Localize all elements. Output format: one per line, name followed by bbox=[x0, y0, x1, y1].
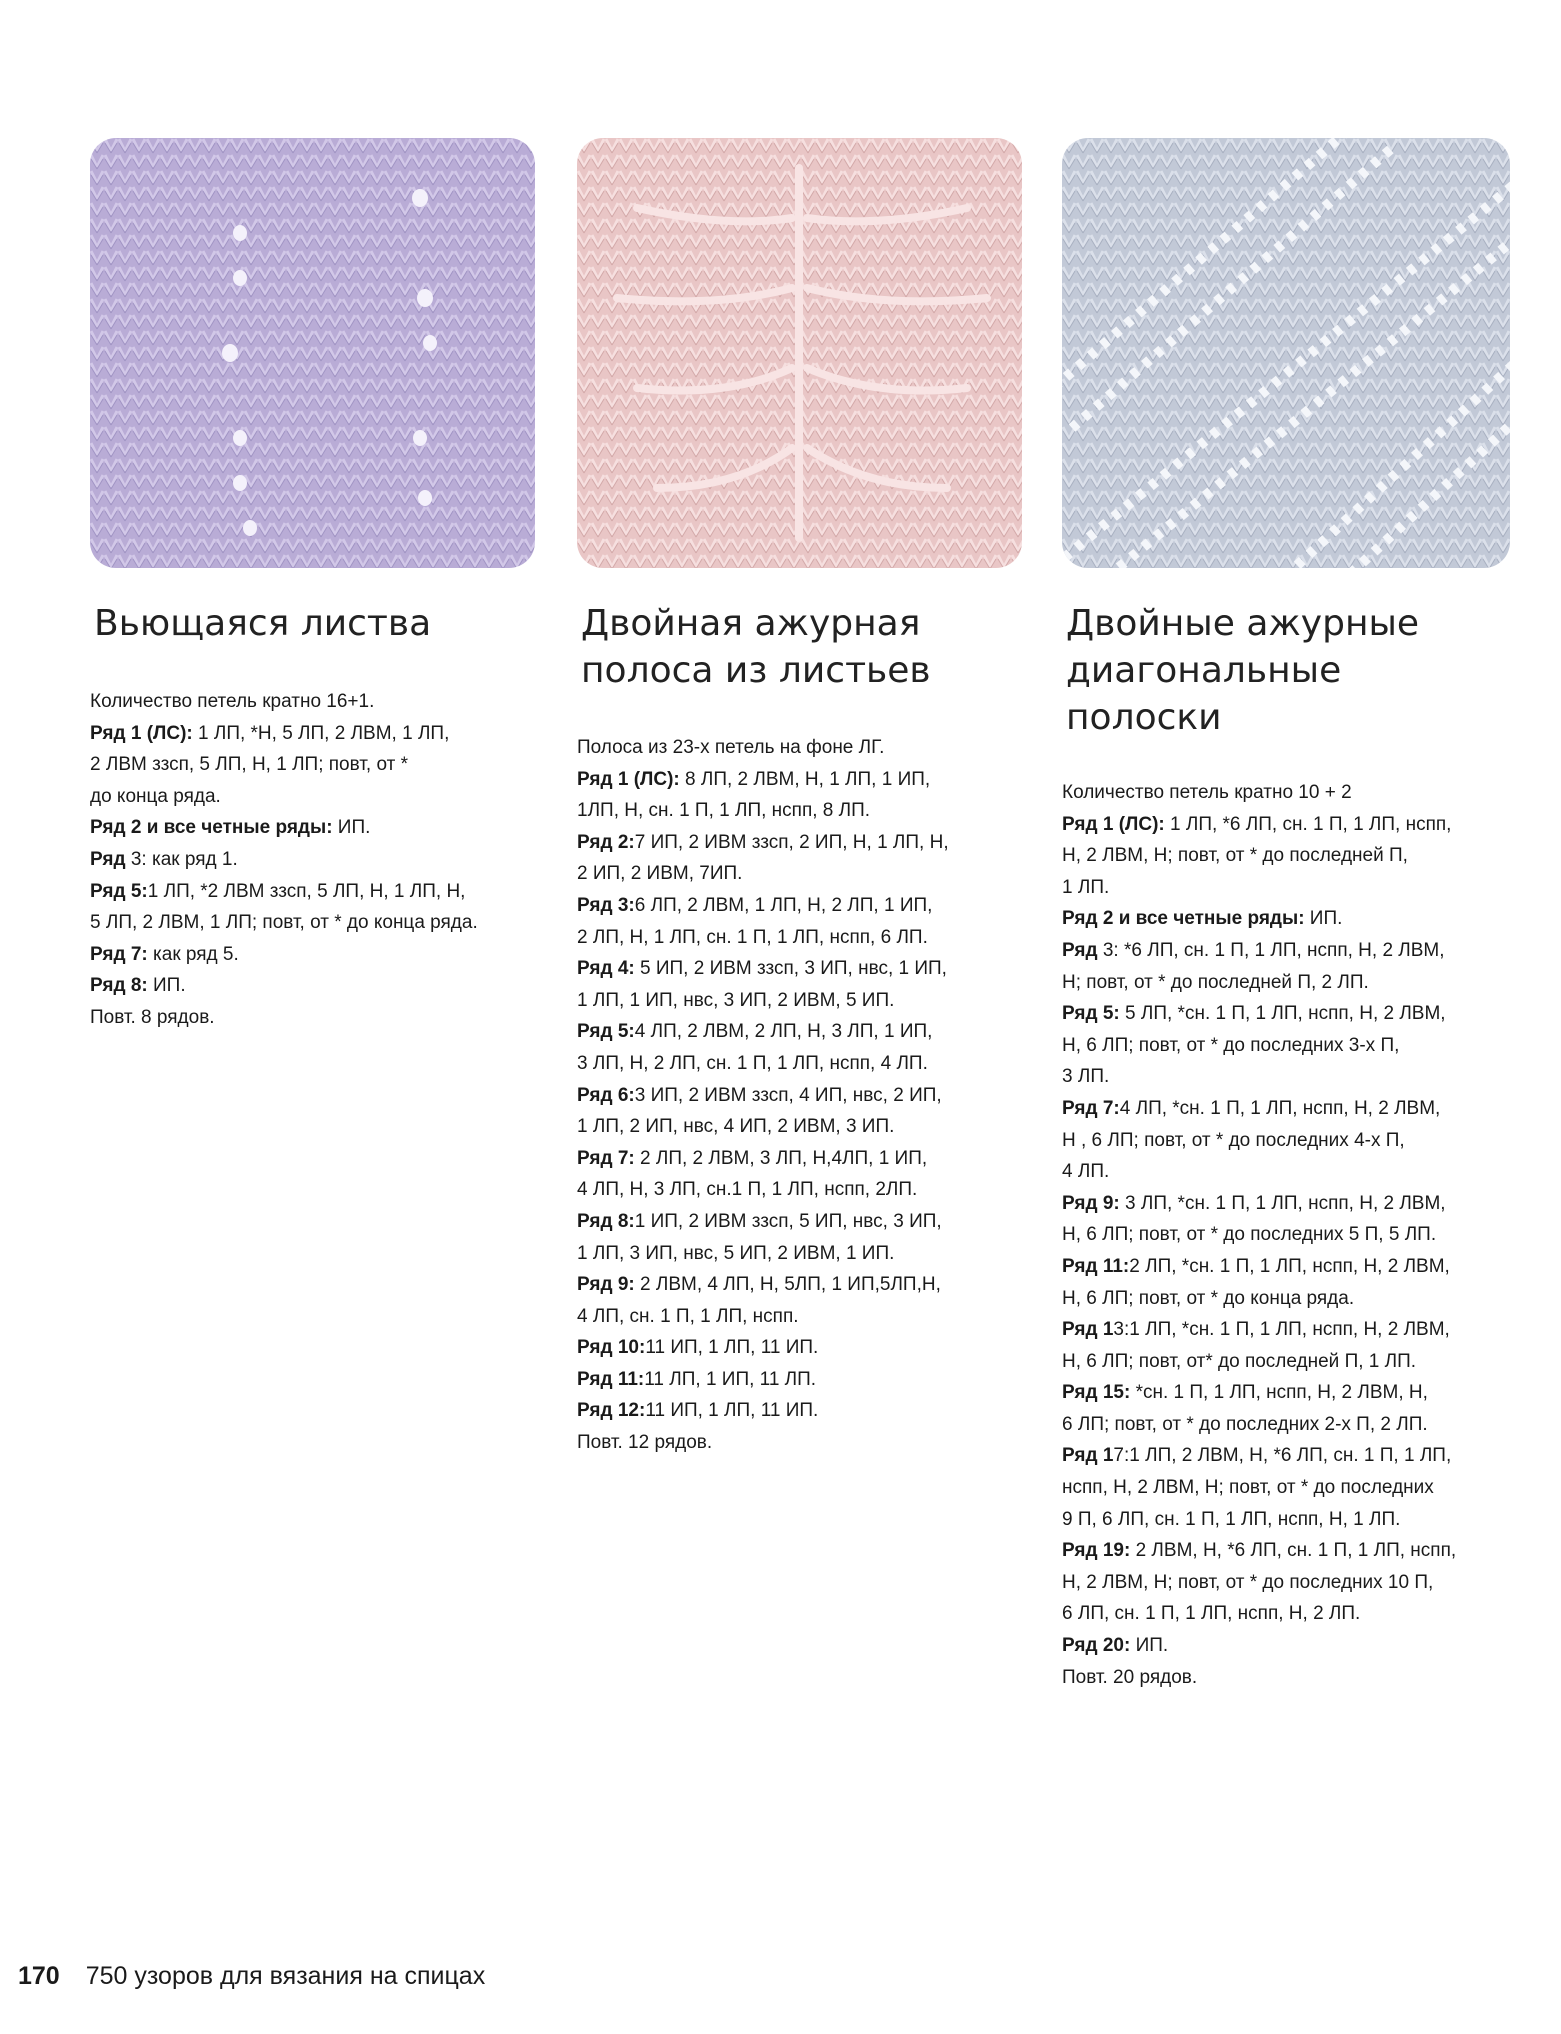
instruction-line bbox=[1062, 1314, 1456, 1346]
instruction-line bbox=[577, 1016, 949, 1048]
instruction-line bbox=[1062, 1598, 1456, 1630]
row-text: 5 ЛП, 2 ЛВМ, 1 ЛП; повт, от * до конца ряда. bbox=[90, 912, 478, 934]
row-text: 4 ЛП, сн. 1 П, 1 ЛП, нспп. bbox=[577, 1305, 799, 1327]
row-label: Ряд 2: bbox=[577, 831, 635, 853]
row-label: Ряд 11: bbox=[577, 1368, 645, 1390]
pattern-title: Двойные ажурные диагональные полоски bbox=[1066, 603, 1420, 738]
row-text: 1 ЛП, 3 ИП, нвс, 5 ИП, 2 ИВМ, 1 ИП. bbox=[577, 1242, 895, 1264]
row-text: 1ЛП, Н, сн. 1 П, 1 ЛП, нспп, 8 ЛП. bbox=[577, 800, 871, 822]
row-text: 1 ЛП, 1 ИП, нвс, 3 ИП, 2 ИВМ, 5 ИП. bbox=[577, 989, 895, 1011]
row-text: ИП. bbox=[332, 817, 371, 839]
row-text: 3: как ряд 1. bbox=[125, 848, 238, 870]
instruction-line bbox=[577, 985, 949, 1017]
row-text: 2 ЛВМ, Н, *6 ЛП, сн. 1 П, 1 ЛП, нспп, bbox=[1130, 1540, 1457, 1562]
row-text: 5 ИП, 2 ИВМ ззсп, 3 ИП, нвс, 1 ИП, bbox=[634, 958, 947, 980]
pattern-title: Вьющаяся листва bbox=[94, 603, 432, 644]
instruction-line bbox=[577, 1427, 949, 1459]
row-label: Ряд 11: bbox=[1062, 1255, 1130, 1277]
row-text: 3: *6 ЛП, сн. 1 П, 1 ЛП, нспп, Н, 2 ЛВМ, bbox=[1097, 939, 1445, 961]
row-text: Повт. 8 рядов. bbox=[90, 1006, 215, 1028]
row-text: 5 ЛП, *сн. 1 П, 1 ЛП, нспп, Н, 2 ЛВМ, bbox=[1119, 1003, 1446, 1025]
instruction-line bbox=[1062, 872, 1456, 904]
instruction-line bbox=[90, 844, 478, 876]
instruction-line bbox=[577, 1238, 949, 1270]
instruction-line bbox=[1062, 1535, 1456, 1567]
row-label: Ряд 5: bbox=[90, 880, 148, 902]
row-text: 1 ИП, 2 ИВМ ззсп, 5 ИП, нвс, 3 ИП, bbox=[634, 1210, 942, 1232]
row-text: Н, 2 ЛВМ, Н; повт, от * до последней П, bbox=[1062, 845, 1408, 867]
row-text: Повт. 20 рядов. bbox=[1062, 1666, 1198, 1688]
row-text: 3 ИП, 2 ИВМ ззсп, 4 ИП, нвс, 2 ИП, bbox=[634, 1084, 942, 1106]
row-label: Ряд 8: bbox=[577, 1210, 635, 1232]
row-text: 3 ЛП, Н, 2 ЛП, сн. 1 П, 1 ЛП, нспп, 4 ЛП. bbox=[577, 1052, 928, 1074]
instruction-line bbox=[1062, 1030, 1456, 1062]
page-number: 170 bbox=[18, 1962, 60, 1990]
instruction-line bbox=[577, 764, 949, 796]
instruction-line bbox=[1062, 840, 1456, 872]
instruction-line bbox=[90, 970, 478, 1002]
row-label: Ряд bbox=[90, 848, 126, 870]
instruction-line bbox=[1062, 1125, 1456, 1157]
row-label: Ряд 2 и все четные ряды: bbox=[1062, 908, 1305, 930]
knit-swatch-photo-blue bbox=[1062, 138, 1510, 568]
row-label: Ряд 3: bbox=[577, 894, 635, 916]
instruction-line bbox=[577, 1048, 949, 1080]
instruction-line bbox=[577, 732, 949, 764]
row-text: 9 П, 6 ЛП, сн. 1 П, 1 ЛП, нспп, Н, 1 ЛП. bbox=[1062, 1508, 1401, 1530]
instruction-line bbox=[1062, 1283, 1456, 1315]
row-text: ИП. bbox=[1304, 908, 1343, 930]
row-label: Ряд 2 и все четные ряды: bbox=[90, 817, 333, 839]
pattern-title: Двойная ажурная полоса из листьев bbox=[581, 603, 931, 691]
row-label: Ряд 9: bbox=[1062, 1192, 1120, 1214]
row-text: 3 ЛП. bbox=[1062, 1066, 1110, 1088]
instruction-line bbox=[1062, 809, 1456, 841]
instruction-line bbox=[577, 827, 949, 859]
instruction-line bbox=[577, 1111, 949, 1143]
instruction-line bbox=[90, 749, 478, 781]
pattern-instructions bbox=[577, 732, 949, 1459]
row-text: 2 ЛП, 2 ЛВМ, 3 ЛП, Н,4ЛП, 1 ИП, bbox=[634, 1147, 928, 1169]
row-text: Н; повт, от * до последней П, 2 ЛП. bbox=[1062, 971, 1369, 993]
instruction-line bbox=[577, 795, 949, 827]
instruction-line bbox=[1062, 998, 1456, 1030]
instruction-line bbox=[90, 781, 478, 813]
row-label: Ряд 1 (ЛС): bbox=[90, 722, 193, 744]
row-text: 1 ЛП, 2 ИП, нвс, 4 ИП, 2 ИВМ, 3 ИП. bbox=[577, 1116, 895, 1138]
instruction-line bbox=[1062, 1409, 1456, 1441]
instruction-line bbox=[1062, 967, 1456, 999]
row-label: Ряд 20: bbox=[1062, 1635, 1131, 1657]
instruction-line bbox=[577, 1301, 949, 1333]
row-text: Н , 6 ЛП; повт, от * до последних 4-х П, bbox=[1062, 1129, 1405, 1151]
row-text: Н, 2 ЛВМ, Н; повт, от * до последних 10 П, bbox=[1062, 1571, 1434, 1593]
row-label: Ряд 19: bbox=[1062, 1540, 1131, 1562]
row-text: 2 ЛП, *сн. 1 П, 1 ЛП, нспп, Н, 2 ЛВМ, bbox=[1129, 1255, 1450, 1277]
row-text: ИП. bbox=[1130, 1635, 1169, 1657]
row-text: нспп, Н, 2 ЛВМ, Н; повт, от * до последних bbox=[1062, 1477, 1434, 1499]
instruction-line bbox=[1062, 777, 1456, 809]
row-label: Ряд 6: bbox=[577, 1084, 635, 1106]
instruction-line bbox=[90, 1002, 478, 1034]
row-label: Ряд 8: bbox=[90, 975, 148, 997]
page-footer bbox=[18, 1962, 485, 1991]
instruction-line bbox=[577, 1395, 949, 1427]
instruction-line bbox=[577, 1364, 949, 1396]
instruction-line bbox=[1062, 1377, 1456, 1409]
row-text: Количество петель кратно 10 + 2 bbox=[1062, 782, 1352, 803]
row-label: Ряд 10: bbox=[577, 1337, 646, 1359]
row-text: 7:1 ЛП, 2 ЛВМ, Н, *6 ЛП, сн. 1 П, 1 ЛП, bbox=[1113, 1445, 1452, 1467]
row-label: Ряд 1 bbox=[1062, 1319, 1114, 1341]
row-text: 4 ЛП, Н, 3 ЛП, сн.1 П, 1 ЛП, нспп, 2ЛП. bbox=[577, 1179, 918, 1201]
row-text: 1 ЛП, *6 ЛП, сн. 1 П, 1 ЛП, нспп, bbox=[1164, 813, 1452, 835]
instruction-line bbox=[90, 718, 478, 750]
row-text: 3 ЛП, *сн. 1 П, 1 ЛП, нспп, Н, 2 ЛВМ, bbox=[1119, 1192, 1446, 1214]
row-text: 2 ЛВМ ззсп, 5 ЛП, Н, 1 ЛП; повт, от * bbox=[90, 754, 408, 776]
row-text: 7 ИП, 2 ИВМ ззсп, 2 ИП, Н, 1 ЛП, Н, bbox=[634, 831, 949, 853]
pattern-instructions bbox=[1062, 777, 1456, 1693]
instruction-line bbox=[90, 812, 478, 844]
row-label: Ряд 7: bbox=[577, 1147, 635, 1169]
row-text: 3:1 ЛП, *сн. 1 П, 1 ЛП, нспп, Н, 2 ЛВМ, bbox=[1113, 1319, 1450, 1341]
row-text: Н, 6 ЛП; повт, от * до конца ряда. bbox=[1062, 1287, 1355, 1309]
knit-swatch-photo-pink bbox=[577, 138, 1022, 568]
instruction-line bbox=[577, 890, 949, 922]
instruction-line bbox=[577, 1080, 949, 1112]
row-text: 11 ЛП, 1 ИП, 11 ЛП. bbox=[644, 1368, 817, 1390]
instruction-line bbox=[1062, 1156, 1456, 1188]
row-text: Н, 6 ЛП; повт, от* до последней П, 1 ЛП. bbox=[1062, 1350, 1417, 1372]
row-text: Н, 6 ЛП; повт, от * до последних 5 П, 5 ЛП. bbox=[1062, 1224, 1437, 1246]
row-text: 11 ИП, 1 ЛП, 11 ИП. bbox=[645, 1337, 819, 1359]
instruction-line bbox=[1062, 1504, 1456, 1536]
row-text: 6 ЛП, сн. 1 П, 1 ЛП, нспп, Н, 2 ЛП. bbox=[1062, 1603, 1361, 1625]
row-label: Ряд 7: bbox=[1062, 1097, 1120, 1119]
row-text: Повт. 12 рядов. bbox=[577, 1432, 713, 1454]
instruction-line bbox=[1062, 1630, 1456, 1662]
instruction-line bbox=[577, 1269, 949, 1301]
instruction-line bbox=[577, 1206, 949, 1238]
instruction-line bbox=[1062, 1472, 1456, 1504]
instruction-line bbox=[577, 1332, 949, 1364]
row-text: Н, 6 ЛП; повт, от * до последних 3-х П, bbox=[1062, 1034, 1400, 1056]
row-label: Ряд 12: bbox=[577, 1400, 646, 1422]
instruction-line bbox=[577, 953, 949, 985]
row-text: 2 ИП, 2 ИВМ, 7ИП. bbox=[577, 863, 743, 885]
row-text: как ряд 5. bbox=[147, 943, 239, 965]
row-text: до конца ряда. bbox=[90, 785, 221, 807]
instruction-line bbox=[1062, 903, 1456, 935]
row-text: 2 ЛВМ, 4 ЛП, Н, 5ЛП, 1 ИП,5ЛП,Н, bbox=[634, 1274, 941, 1296]
row-text: 6 ЛП; повт, от * до последних 2-х П, 2 ЛП. bbox=[1062, 1413, 1428, 1435]
row-label: Ряд bbox=[1062, 939, 1098, 961]
instruction-line bbox=[1062, 1093, 1456, 1125]
row-text: 6 ЛП, 2 ЛВМ, 1 ЛП, Н, 2 ЛП, 1 ИП, bbox=[634, 894, 933, 916]
row-label: Ряд 5: bbox=[1062, 1003, 1120, 1025]
instruction-line bbox=[1062, 1440, 1456, 1472]
row-label: Ряд 5: bbox=[577, 1021, 635, 1043]
instruction-line bbox=[577, 1174, 949, 1206]
row-label: Ряд 15: bbox=[1062, 1382, 1131, 1404]
row-text: 4 ЛП, *сн. 1 П, 1 ЛП, нспп, Н, 2 ЛВМ, bbox=[1119, 1097, 1441, 1119]
instruction-line bbox=[1062, 1219, 1456, 1251]
row-label: Ряд 9: bbox=[577, 1274, 635, 1296]
row-label: Ряд 4: bbox=[577, 958, 635, 980]
instruction-line bbox=[1062, 1188, 1456, 1220]
row-text: 1 ЛП. bbox=[1062, 876, 1110, 898]
instruction-line bbox=[1062, 1567, 1456, 1599]
instruction-line bbox=[1062, 1251, 1456, 1283]
row-text: 2 ЛП, Н, 1 ЛП, сн. 1 П, 1 ЛП, нспп, 6 ЛП. bbox=[577, 926, 928, 948]
instruction-line bbox=[90, 907, 478, 939]
instruction-line bbox=[90, 939, 478, 971]
instruction-line bbox=[1062, 1061, 1456, 1093]
row-label: Ряд 1 bbox=[1062, 1445, 1114, 1467]
row-text: 1 ЛП, *Н, 5 ЛП, 2 ЛВМ, 1 ЛП, bbox=[192, 722, 450, 744]
row-text: 4 ЛП. bbox=[1062, 1161, 1110, 1183]
instruction-line bbox=[1062, 1662, 1456, 1694]
row-text: 1 ЛП, *2 ЛВМ ззсп, 5 ЛП, Н, 1 ЛП, Н, bbox=[147, 880, 466, 902]
instruction-line bbox=[90, 876, 478, 908]
instruction-line bbox=[577, 858, 949, 890]
row-text: 8 ЛП, 2 ЛВМ, Н, 1 ЛП, 1 ИП, bbox=[679, 768, 931, 790]
instruction-line bbox=[1062, 1346, 1456, 1378]
row-label: Ряд 7: bbox=[90, 943, 148, 965]
row-text: ИП. bbox=[147, 975, 186, 997]
instruction-line bbox=[577, 1143, 949, 1175]
instruction-line bbox=[90, 686, 478, 718]
knit-swatch-photo-lavender bbox=[90, 138, 535, 568]
book-title: 750 узоров для вязания на спицах bbox=[85, 1962, 486, 1990]
row-text: *сн. 1 П, 1 ЛП, нспп, Н, 2 ЛВМ, Н, bbox=[1130, 1382, 1428, 1404]
row-text: Количество петель кратно 16+1. bbox=[90, 691, 375, 712]
row-label: Ряд 1 (ЛС): bbox=[577, 768, 680, 790]
row-text: Полоса из 23-х петель на фоне ЛГ. bbox=[577, 737, 885, 758]
instruction-line bbox=[577, 922, 949, 954]
row-label: Ряд 1 (ЛС): bbox=[1062, 813, 1165, 835]
pattern-instructions bbox=[90, 686, 478, 1034]
row-text: 11 ИП, 1 ЛП, 11 ИП. bbox=[645, 1400, 819, 1422]
row-text: 4 ЛП, 2 ЛВМ, 2 ЛП, Н, 3 ЛП, 1 ИП, bbox=[634, 1021, 933, 1043]
instruction-line bbox=[1062, 935, 1456, 967]
